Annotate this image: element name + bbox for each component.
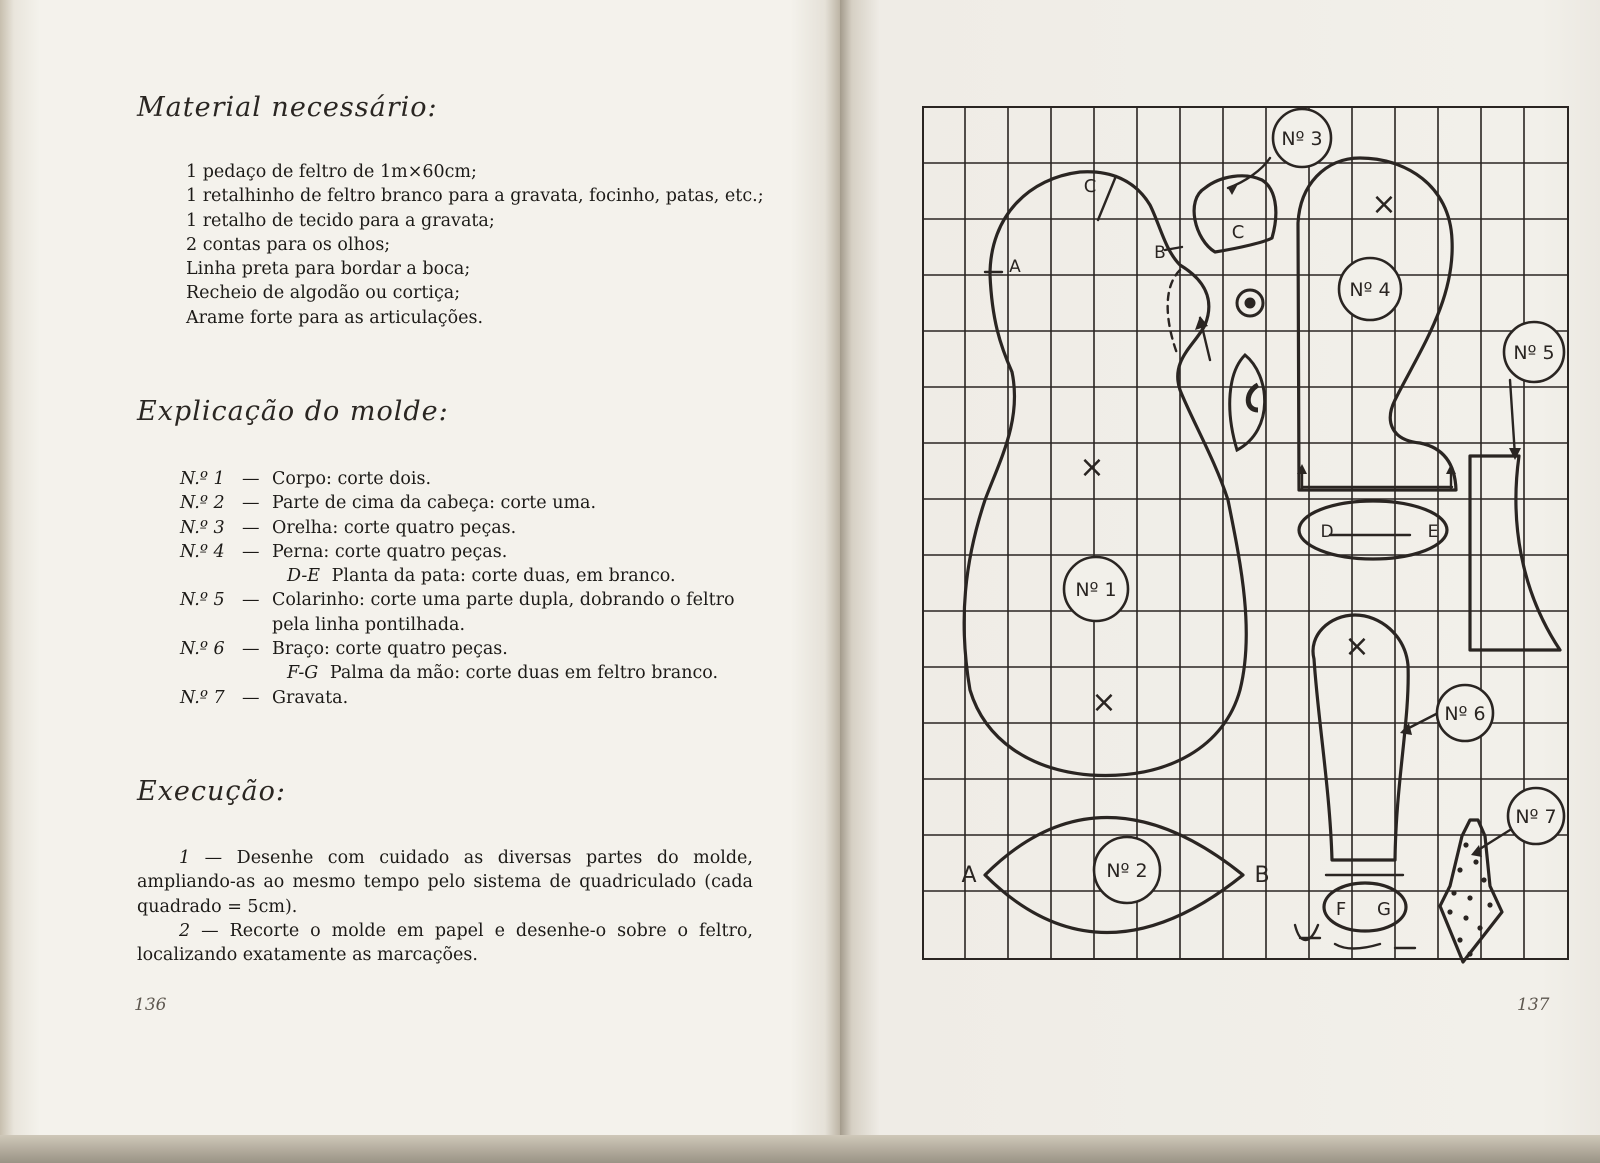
mold-number: N.º 7 xyxy=(180,687,225,708)
mold-number: N.º 2 xyxy=(180,493,225,514)
page-number-right: 137 xyxy=(1517,995,1550,1015)
mold-number: N.º 3 xyxy=(180,517,225,538)
tie-dot xyxy=(1467,895,1472,900)
mold-sub-text: Planta da pata: corte duas, em branco. xyxy=(331,566,676,587)
material-item: 1 pedaço de feltro de 1m×60cm; xyxy=(186,162,477,182)
label-b-head: B xyxy=(1254,863,1270,888)
dash: — xyxy=(242,590,260,611)
mold-sub-code: F-G xyxy=(287,663,319,684)
mold-number: N.º 5 xyxy=(180,590,225,611)
arrow-n5 xyxy=(1510,380,1515,456)
label-n7: Nº 7 xyxy=(1515,806,1557,828)
label-g: G xyxy=(1377,899,1391,920)
dash: — xyxy=(242,469,260,489)
material-item: 2 contas para os olhos; xyxy=(186,234,391,255)
label-n2: Nº 2 xyxy=(1106,860,1148,882)
dash: — xyxy=(242,493,260,514)
step-number: 1 xyxy=(179,848,191,868)
materials-heading: Material necessário: xyxy=(137,92,438,123)
mold-sub-text: Palma da mão: corte duas em feltro branco. xyxy=(329,663,719,684)
mold-text: Perna: corte quatro peças. xyxy=(272,541,508,562)
mold-heading: Explicação do molde: xyxy=(137,396,449,427)
label-n1: Nº 1 xyxy=(1075,579,1117,601)
step-text: Recorte o molde em papel e desenhe-o sobre o feltro, localizando exatamente as marcações. xyxy=(137,920,753,966)
arrowhead-e xyxy=(1446,464,1456,474)
label-d: D xyxy=(1320,522,1334,542)
eye-marks xyxy=(1230,290,1265,450)
material-item: 1 retalho de tecido para a gravata; xyxy=(186,210,495,231)
eye-leaf-hook xyxy=(1248,385,1258,410)
label-a-body: A xyxy=(1009,257,1021,277)
tie-dot xyxy=(1463,842,1468,847)
mold-number: N.º 6 xyxy=(180,639,225,660)
label-n4: Nº 4 xyxy=(1349,279,1391,301)
label-a-head: A xyxy=(961,863,977,888)
label-f: F xyxy=(1335,899,1347,920)
mold-number: N.º 1 xyxy=(180,469,225,489)
label-n5: Nº 5 xyxy=(1513,342,1555,364)
dash: — xyxy=(242,541,260,562)
dash: — xyxy=(242,517,260,538)
dash: — xyxy=(201,920,219,941)
notch-c-mark xyxy=(1098,176,1116,220)
tie-dot xyxy=(1473,859,1478,864)
cross-mark: × xyxy=(1091,685,1117,720)
cross-mark: × xyxy=(1079,450,1105,485)
arrow-n6 xyxy=(1405,712,1440,730)
dash: — xyxy=(204,848,223,868)
label-e: E xyxy=(1427,522,1439,542)
body-dashed-guide xyxy=(1168,270,1180,356)
cross-mark: × xyxy=(1371,187,1397,222)
tie-dot xyxy=(1447,909,1452,914)
tie-dot xyxy=(1481,877,1486,882)
dash: — xyxy=(242,639,260,660)
mold-text: Corpo: corte dois. xyxy=(272,469,432,489)
label-b-body: B xyxy=(1154,243,1166,263)
mold-text: Braço: corte quatro peças. xyxy=(272,639,508,660)
tie-dot xyxy=(1463,915,1468,920)
execution-heading: Execução: xyxy=(137,776,286,807)
mold-text: Colarinho: corte uma parte dupla, dobrando o feltro pela linha pontilhada. xyxy=(272,590,735,635)
eye-circle-dot xyxy=(1246,299,1254,307)
label-n6: Nº 6 xyxy=(1444,703,1486,725)
label-c-body: C xyxy=(1083,176,1097,197)
mold-number: N.º 4 xyxy=(180,541,225,562)
piece-collar-outline xyxy=(1470,456,1560,650)
tie-dot xyxy=(1457,867,1462,872)
dash: — xyxy=(242,687,260,708)
page-number-left: 136 xyxy=(134,995,167,1015)
step-text: Desenhe com cuidado as diversas partes do molde, ampliando-as ao mesmo tempo pelo sistema de quadriculado (cada quadrado = 5cm). xyxy=(137,848,753,917)
mold-text: Gravata. xyxy=(272,687,349,708)
mold-sub-code: D-E xyxy=(287,566,321,587)
tie-dot xyxy=(1457,937,1462,942)
label-c-ear: C xyxy=(1231,222,1245,243)
material-item: Arame forte para as articulações. xyxy=(186,307,484,328)
material-item: Recheio de algodão ou cortiça; xyxy=(186,283,461,304)
tie-dot xyxy=(1477,925,1482,930)
tie-dot xyxy=(1451,890,1456,895)
label-n3: Nº 3 xyxy=(1281,128,1323,150)
tie-dot xyxy=(1467,951,1472,956)
step-number: 2 xyxy=(179,920,191,941)
number-circles xyxy=(1064,109,1564,903)
material-item: Linha preta para bordar a boca; xyxy=(186,259,471,280)
mold-text: Orelha: corte quatro peças. xyxy=(272,517,517,538)
material-item: 1 retalhinho de feltro branco para a gravata, focinho, patas, etc.; xyxy=(186,186,764,207)
cross-mark: × xyxy=(1344,629,1370,664)
mold-text: Parte de cima da cabeça: corte uma. xyxy=(272,493,597,514)
tie-dot xyxy=(1487,902,1492,907)
signature-mark xyxy=(1295,925,1415,949)
